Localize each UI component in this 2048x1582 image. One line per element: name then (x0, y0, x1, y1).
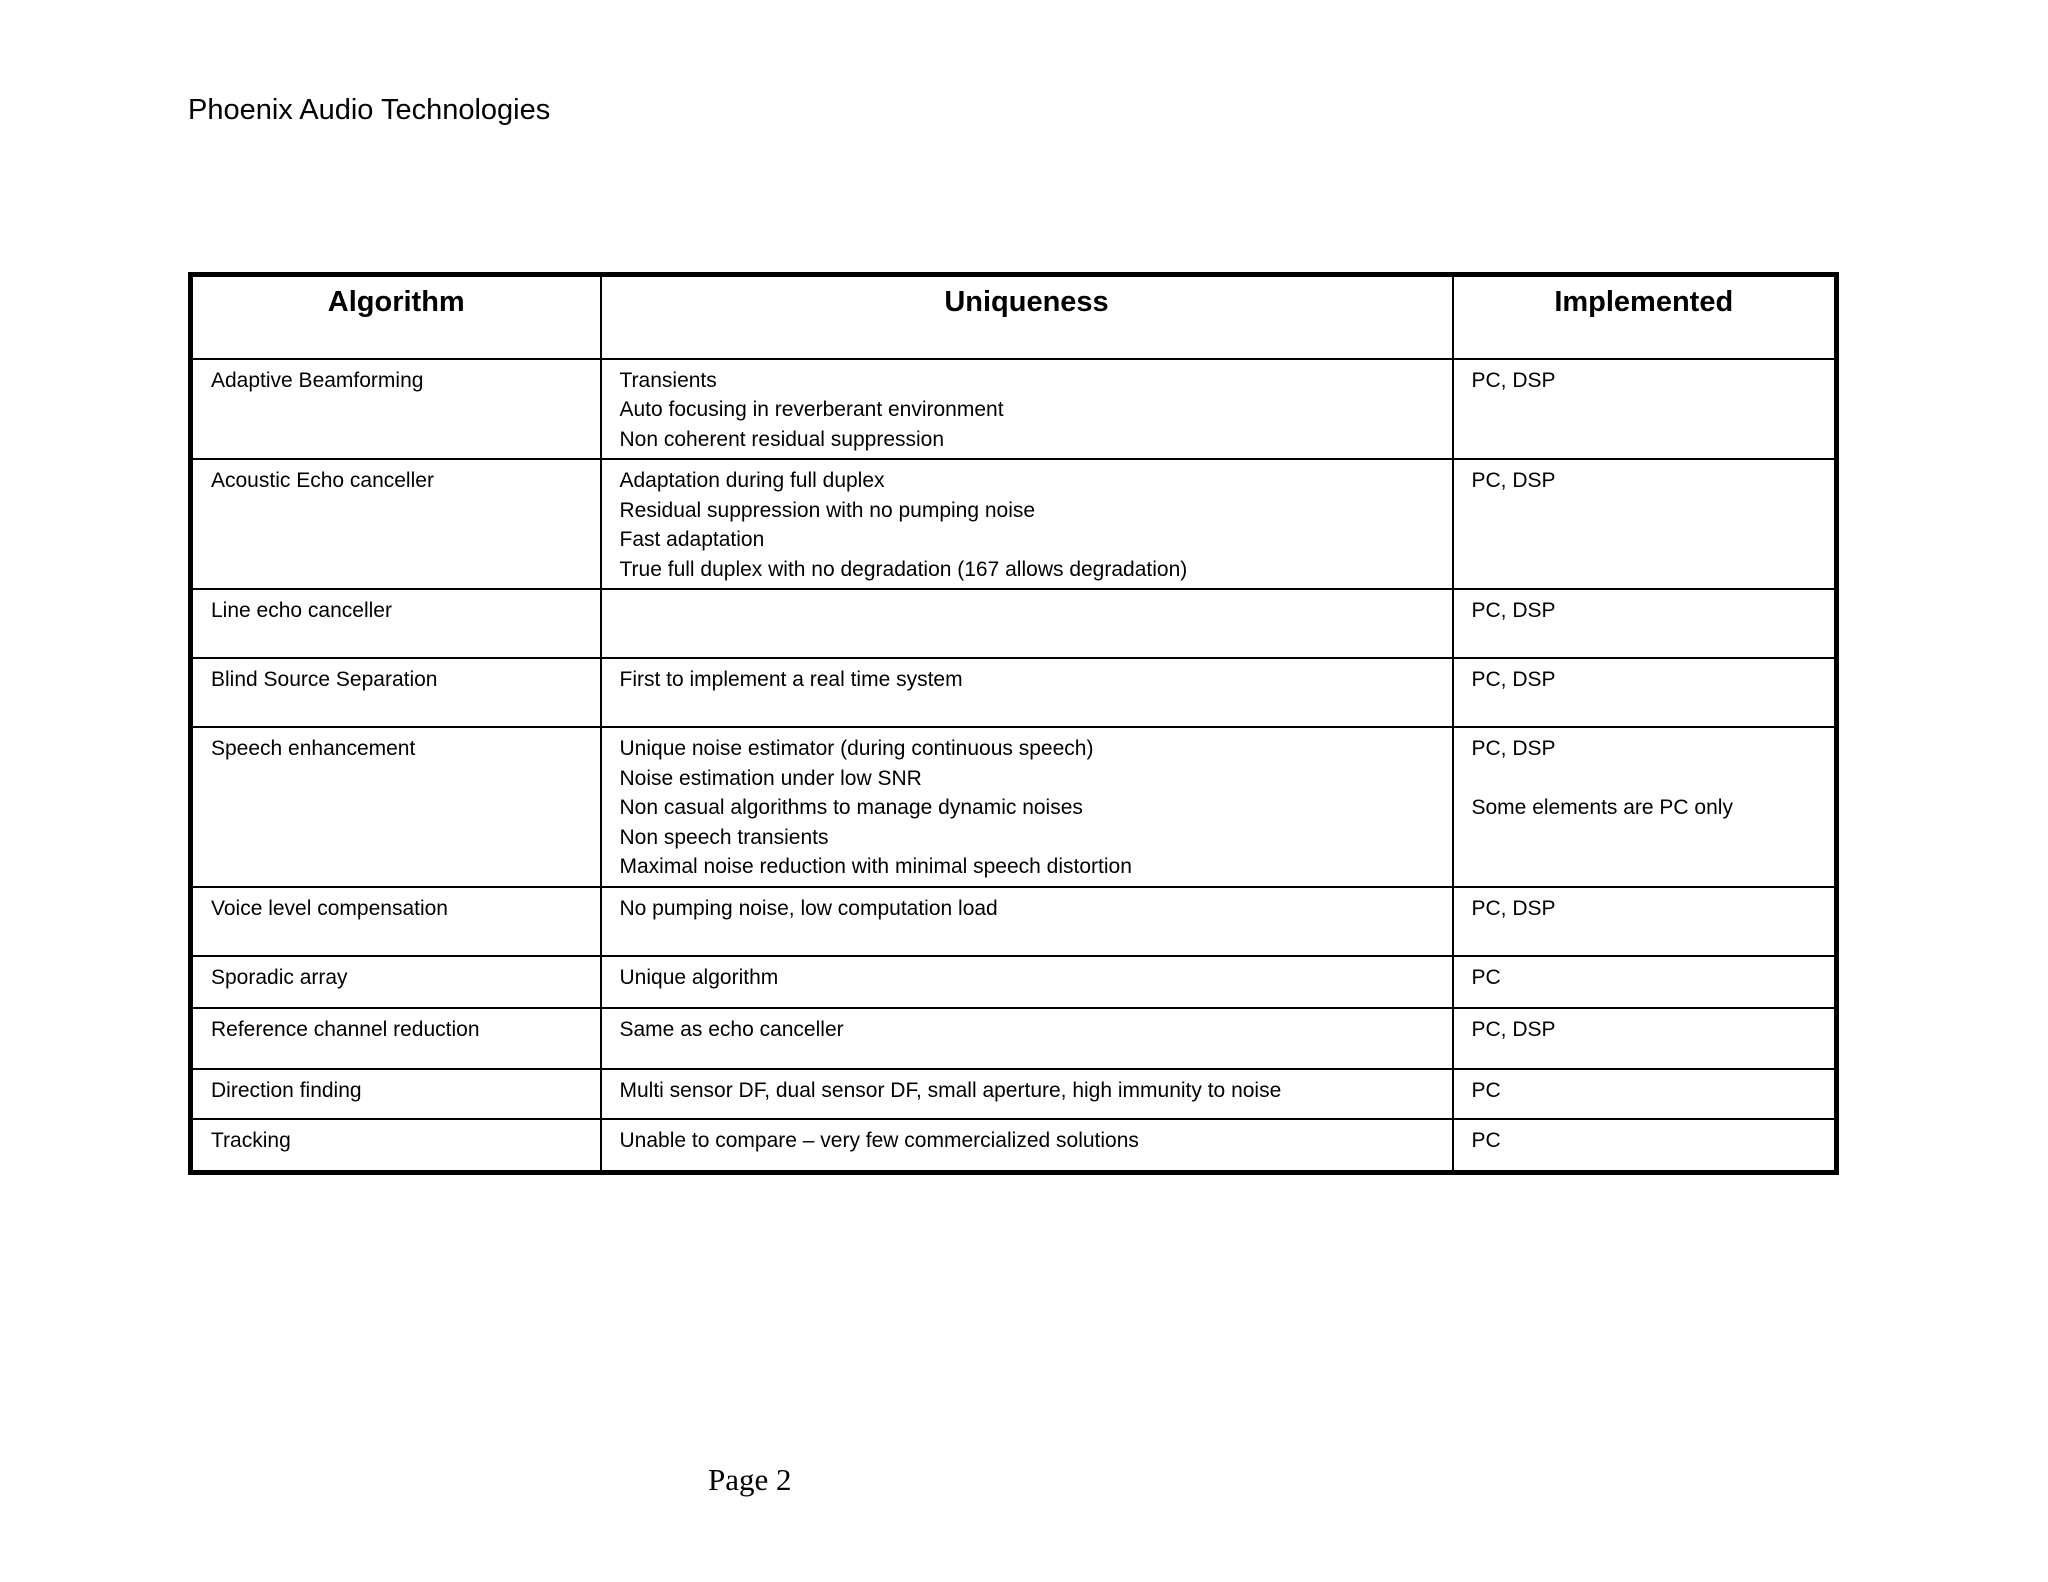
implemented-line: PC, DSP (1471, 599, 1556, 622)
uniqueness-line: Residual suppression with no pumping noise (619, 498, 1036, 522)
cell-uniqueness (601, 887, 1453, 956)
table-row (191, 1008, 1837, 1069)
algorithm-name: Tracking (211, 1128, 291, 1152)
table-row (191, 589, 1837, 658)
cell-algorithm (191, 887, 601, 956)
cell-uniqueness (601, 727, 1453, 887)
algorithm-table-container (188, 272, 1834, 1175)
cell-algorithm (191, 589, 601, 658)
table-row (191, 956, 1837, 1008)
uniqueness-line: Non speech transients (619, 825, 829, 849)
column-header-algorithm: Algorithm (191, 275, 601, 359)
implemented-line: PC, DSP (1471, 1017, 1556, 1041)
cell-implemented (1453, 1119, 1837, 1173)
table-header-row (191, 275, 1837, 359)
document-header: Phoenix Audio Technologies (188, 94, 551, 126)
uniqueness-line: Fast adaptation (619, 528, 765, 551)
cell-uniqueness (601, 956, 1453, 1008)
cell-implemented (1453, 359, 1837, 460)
uniqueness-line: Adaptation during full duplex (619, 469, 885, 492)
cell-implemented (1453, 589, 1837, 658)
algorithm-name: Sporadic array (211, 965, 348, 989)
cell-uniqueness (601, 1008, 1453, 1069)
cell-implemented (1453, 459, 1837, 589)
algorithm-name: Direction finding (211, 1078, 362, 1102)
cell-algorithm (191, 658, 601, 727)
implemented-line: PC (1471, 1078, 1501, 1102)
cell-implemented (1453, 1069, 1837, 1119)
implemented-line: PC (1471, 1128, 1501, 1152)
cell-implemented (1453, 1008, 1837, 1069)
column-header-uniqueness: Uniqueness (601, 275, 1453, 359)
uniqueness-line: True full duplex with no degradation (167 allows degradation) (619, 557, 1188, 581)
algorithm-name: Voice level compensation (211, 896, 448, 920)
algorithm-name: Adaptive Beamforming (211, 368, 424, 392)
table-row (191, 658, 1837, 727)
uniqueness-line: Maximal noise reduction with minimal speech distortion (619, 855, 1132, 878)
cell-uniqueness (601, 359, 1453, 460)
implemented-line: PC, DSP (1471, 368, 1556, 392)
algorithm-table (188, 272, 1839, 1175)
cell-implemented (1453, 658, 1837, 727)
uniqueness-line: Unable to compare – very few commercialized solutions (619, 1128, 1139, 1152)
implemented-line: PC, DSP (1471, 668, 1556, 691)
cell-implemented (1453, 887, 1837, 956)
uniqueness-line: Multi sensor DF, dual sensor DF, small aperture, high immunity to noise (619, 1078, 1282, 1102)
uniqueness-line: Non coherent residual suppression (619, 427, 945, 451)
uniqueness-line: Transients (619, 368, 717, 392)
implemented-line: PC, DSP (1471, 896, 1556, 920)
cell-uniqueness (601, 658, 1453, 727)
cell-uniqueness (601, 1069, 1453, 1119)
cell-uniqueness (601, 589, 1453, 658)
cell-algorithm (191, 359, 601, 460)
cell-algorithm (191, 1069, 601, 1119)
implemented-line: PC, DSP (1471, 737, 1556, 760)
cell-algorithm (191, 459, 601, 589)
cell-algorithm (191, 727, 601, 887)
cell-uniqueness (601, 459, 1453, 589)
algorithm-name: Speech enhancement (211, 737, 416, 760)
cell-implemented (1453, 727, 1837, 887)
column-header-implemented: Implemented (1453, 275, 1837, 359)
uniqueness-line: Noise estimation under low SNR (619, 766, 922, 790)
cell-uniqueness (601, 1119, 1453, 1173)
cell-algorithm (191, 1119, 601, 1173)
algorithm-name: Line echo canceller (211, 599, 392, 622)
uniqueness-line: No pumping noise, low computation load (619, 896, 998, 920)
table-row (191, 459, 1837, 589)
table-body (191, 359, 1837, 1173)
page-number: Page 2 (708, 1462, 792, 1497)
implemented-line: Some elements are PC only (1471, 796, 1733, 819)
table-row (191, 1119, 1837, 1173)
cell-algorithm (191, 956, 601, 1008)
algorithm-name: Acoustic Echo canceller (211, 469, 434, 492)
uniqueness-line: Non casual algorithms to manage dynamic noises (619, 796, 1083, 819)
algorithm-name: Blind Source Separation (211, 668, 438, 691)
table-row (191, 887, 1837, 956)
implemented-line: PC (1471, 965, 1501, 989)
table-row (191, 359, 1837, 460)
cell-algorithm (191, 1008, 601, 1069)
table-row (191, 1069, 1837, 1119)
uniqueness-line: Auto focusing in reverberant environment (619, 398, 1004, 421)
uniqueness-line: Unique algorithm (619, 965, 779, 989)
cell-implemented (1453, 956, 1837, 1008)
uniqueness-line: Unique noise estimator (during continuous speech) (619, 737, 1094, 760)
table-row (191, 727, 1837, 887)
uniqueness-line: Same as echo canceller (619, 1017, 844, 1041)
implemented-line (1472, 764, 1817, 794)
uniqueness-line: First to implement a real time system (619, 668, 963, 691)
implemented-line: PC, DSP (1471, 469, 1556, 492)
algorithm-name: Reference channel reduction (211, 1017, 480, 1041)
